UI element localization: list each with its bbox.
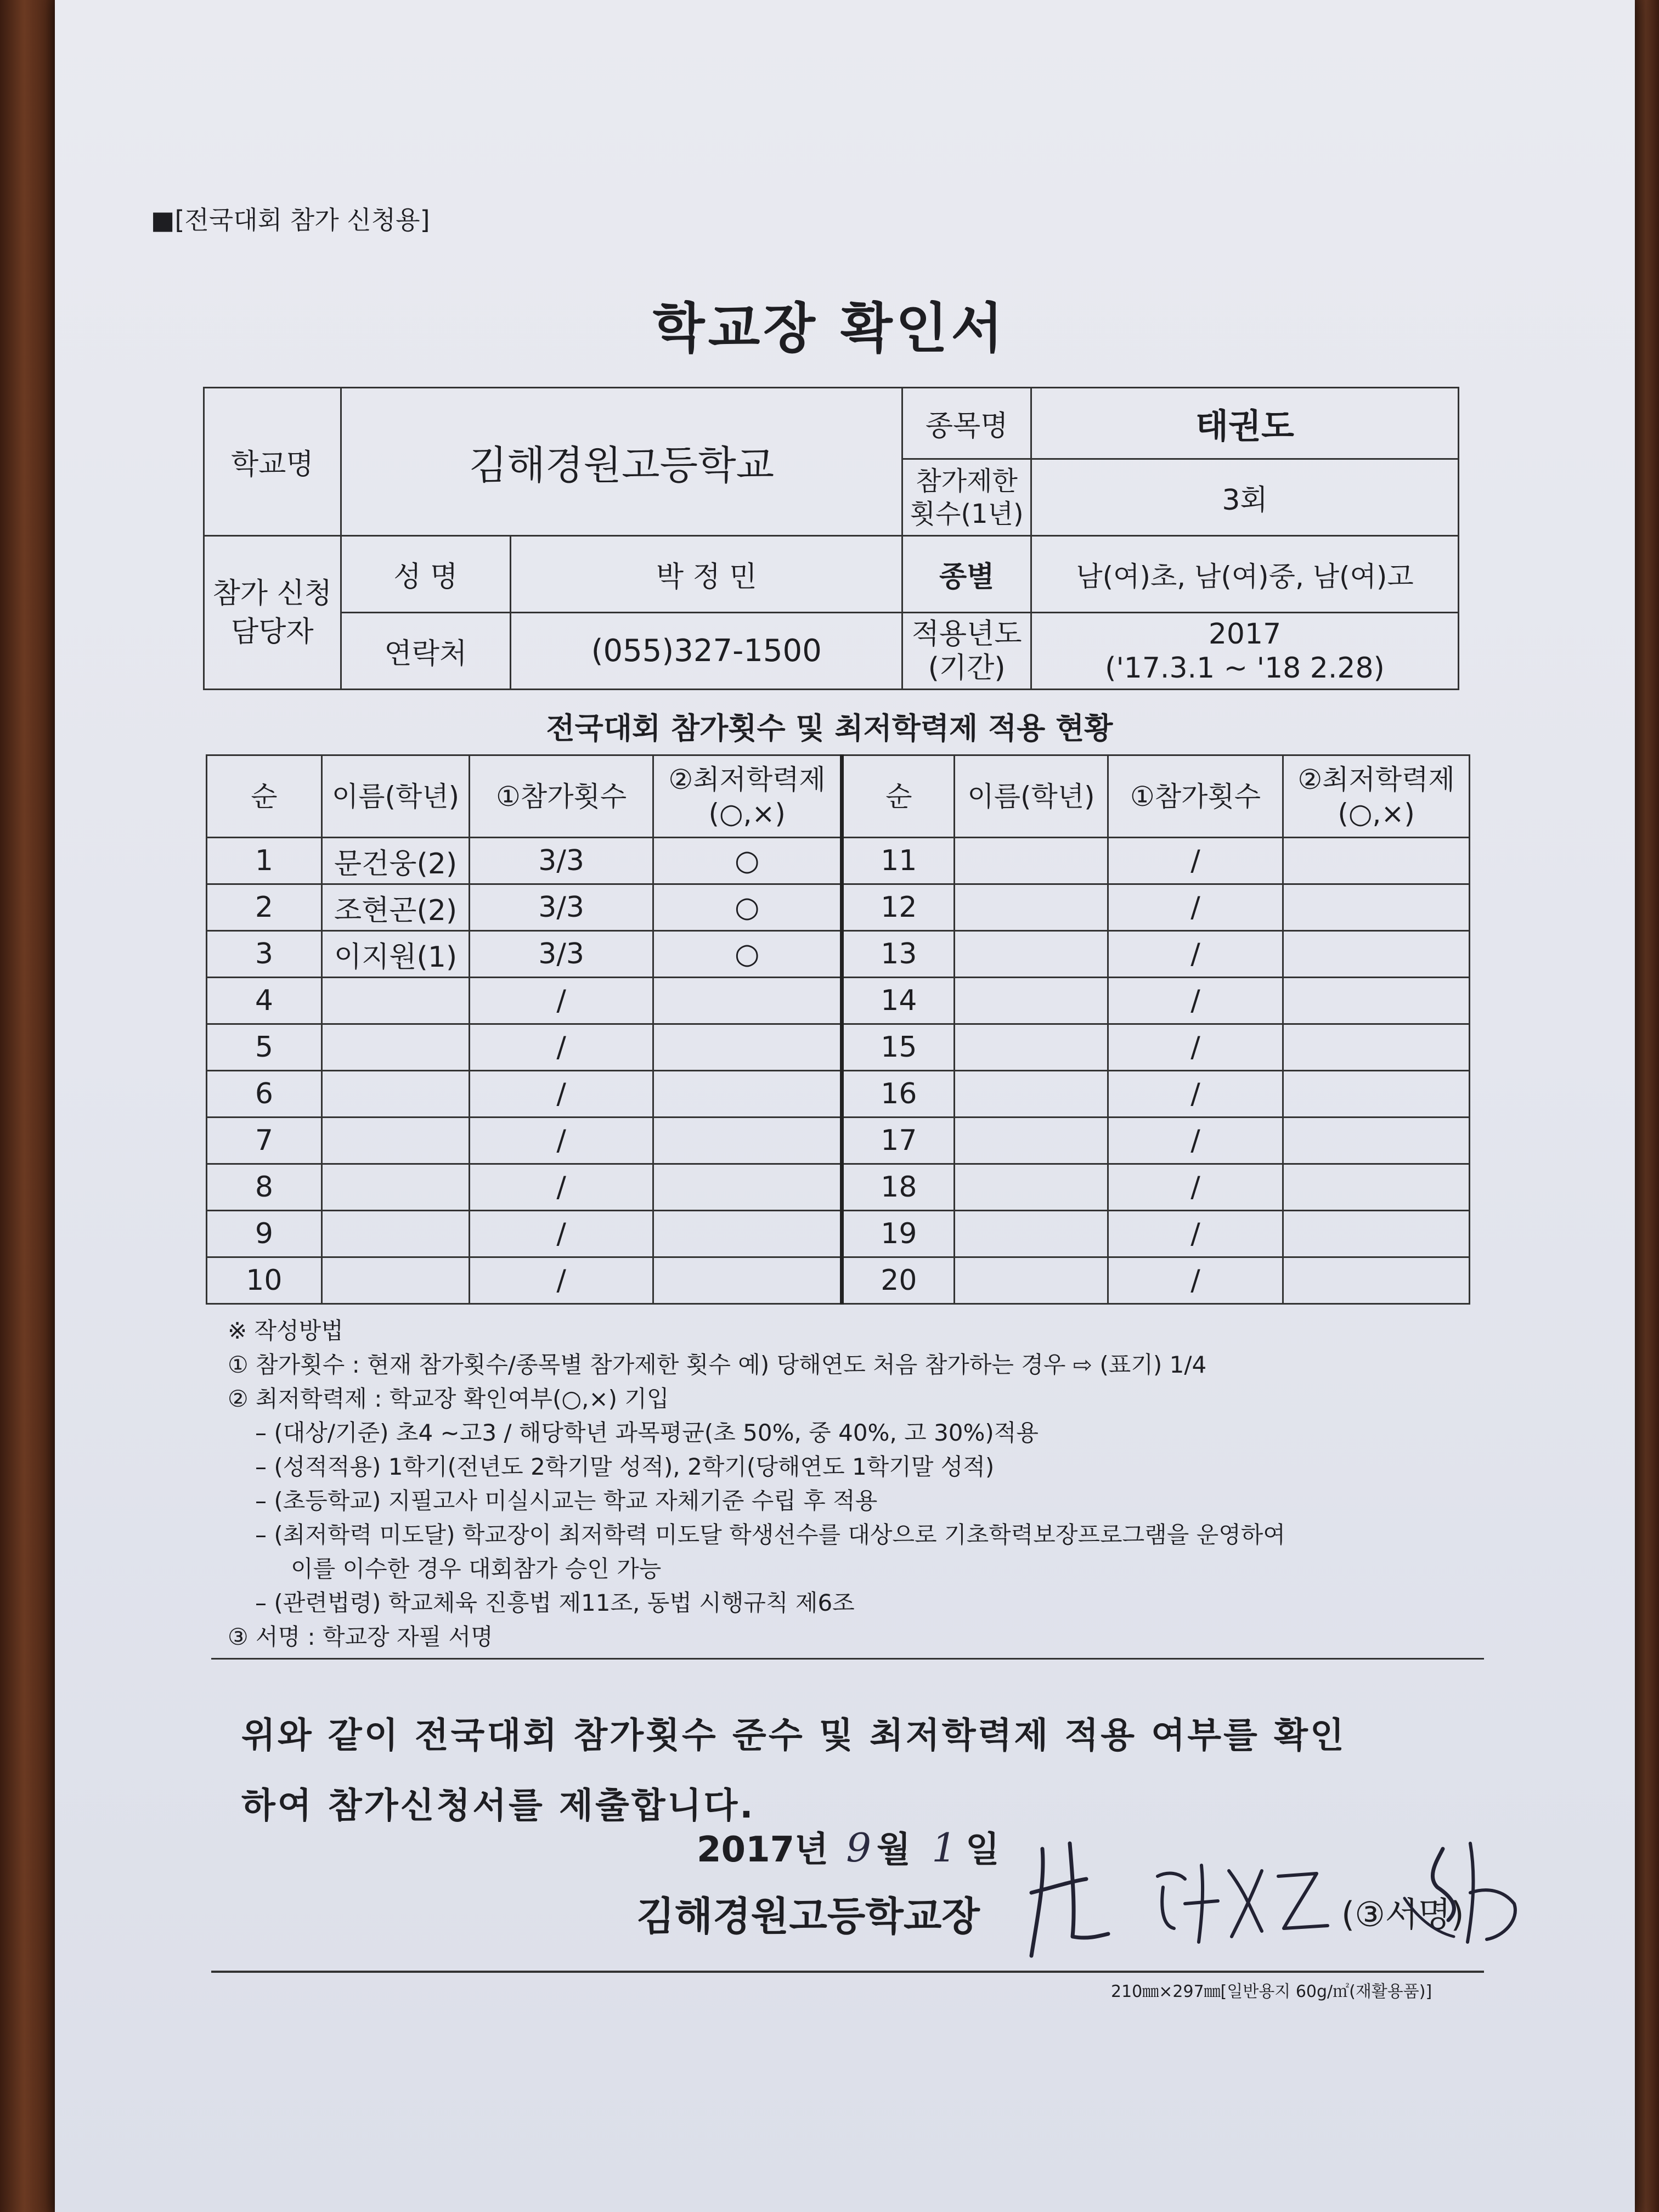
row-number: 6 (207, 1071, 322, 1118)
year-value: 2017 (1208, 617, 1282, 651)
col-header-name: 이름(학년) (321, 755, 470, 838)
row-number: 7 (207, 1118, 322, 1164)
status-header-row (207, 755, 1470, 838)
participation-count: / (1108, 1164, 1283, 1211)
participation-count: / (1108, 978, 1283, 1024)
row-number: 1 (207, 838, 322, 884)
athlete-name: 문건웅(2) (321, 838, 470, 884)
limit-label: 참가제한 횟수(1년) (902, 459, 1031, 536)
row-number: 9 (207, 1211, 322, 1257)
divider-lower (211, 1971, 1484, 1973)
date-month-handwritten: 9 (846, 1825, 872, 1871)
row-number: 5 (207, 1024, 322, 1071)
instructions (228, 1314, 1285, 1654)
name-label: 성 명 (341, 536, 511, 613)
year-label: 적용년도 (기간) (902, 613, 1031, 690)
row-number: 11 (842, 838, 955, 884)
participation-count: / (1108, 1257, 1283, 1304)
athlete-name (955, 1071, 1108, 1118)
col-header-count: ①참가횟수 (1108, 755, 1283, 838)
min-academic-check (1283, 1118, 1470, 1164)
row-number: 20 (842, 1257, 955, 1304)
row-number: 4 (207, 978, 322, 1024)
athlete-name (321, 978, 470, 1024)
athlete-name (321, 1118, 470, 1164)
row-number: 13 (842, 931, 955, 978)
date-day-unit: 일 (965, 1830, 1000, 1870)
min-academic-check (1283, 978, 1470, 1024)
athlete-name (955, 1257, 1108, 1304)
min-academic-check (653, 978, 842, 1024)
athlete-name (955, 838, 1108, 884)
instruction-line: – (최저학력 미도달) 학교장이 최저학력 미도달 학생선수를 대상으로 기초학력보장프로그램을 운영하여 (255, 1521, 1285, 1548)
participation-count: / (470, 1118, 653, 1164)
row-number: 10 (207, 1257, 322, 1304)
participation-count: / (1108, 931, 1283, 978)
school-value: 김해경원고등학교 (341, 388, 902, 536)
participation-count: 3/3 (470, 931, 653, 978)
min-academic-check (1283, 1257, 1470, 1304)
table-row (207, 1024, 1470, 1071)
min-academic-check (1283, 1071, 1470, 1118)
row-number: 8 (207, 1164, 322, 1211)
participation-count: / (470, 1024, 653, 1071)
instruction-line: – (대상/기준) 초4 ~고3 / 해당학년 과목평균(초 50%, 중 40%, 고 30%)적용 (255, 1419, 1039, 1446)
contact-label: 연락처 (341, 613, 511, 690)
instruction-line: – (관련법령) 학교체육 진흥법 제11조, 동법 시행규칙 제6조 (255, 1589, 855, 1616)
col-header-name: 이름(학년) (955, 755, 1108, 838)
instruction-line: – (초등학교) 지필고사 미실시교는 학교 자체기준 수립 후 적용 (255, 1487, 878, 1514)
athlete-name (955, 1118, 1108, 1164)
min-academic-check: ○ (653, 884, 842, 931)
contact-value: (055)327-1500 (511, 613, 902, 690)
row-number: 18 (842, 1164, 955, 1211)
min-academic-check (653, 1257, 842, 1304)
document-title: 학교장 확인서 (652, 297, 1007, 360)
min-academic-check (1283, 1164, 1470, 1211)
name-value: 박 정 민 (511, 536, 902, 613)
min-academic-check (1283, 838, 1470, 884)
athlete-name (955, 978, 1108, 1024)
min-academic-check (1283, 1211, 1470, 1257)
min-academic-check (1283, 884, 1470, 931)
min-academic-check (1283, 931, 1470, 978)
athlete-name: 이지원(1) (321, 931, 470, 978)
participation-count: / (1108, 1071, 1283, 1118)
row-number: 3 (207, 931, 322, 978)
signature-label: (③서명) (1341, 1894, 1464, 1934)
participation-count: 3/3 (470, 884, 653, 931)
col-header-count: ①참가횟수 (470, 755, 653, 838)
status-table-title: 전국대회 참가횟수 및 최저학력제 적용 현황 (546, 711, 1113, 746)
table-row (207, 1211, 1470, 1257)
instruction-line: 이를 이수한 경우 대회참가 승인 가능 (291, 1555, 662, 1582)
athlete-name (955, 1211, 1108, 1257)
instruction-line: ② 최저학력제 : 학교장 확인여부(○,×) 기입 (228, 1385, 669, 1412)
limit-value: 3회 (1031, 459, 1459, 536)
school-label: 학교명 (204, 388, 341, 536)
status-table (206, 754, 1470, 1305)
row-number: 12 (842, 884, 955, 931)
handwritten-signature (1020, 1827, 1547, 1964)
declaration-line: 하여 참가신청서를 제출합니다. (241, 1786, 755, 1826)
athlete-name (955, 1024, 1108, 1071)
table-row (207, 884, 1470, 931)
col-header-min: ②최저학력제 (○,×) (653, 755, 842, 838)
participation-count: / (1108, 838, 1283, 884)
table-row (207, 1257, 1470, 1304)
participation-count: / (470, 1164, 653, 1211)
min-academic-check (653, 1024, 842, 1071)
col-header-no: 순 (842, 755, 955, 838)
row-number: 17 (842, 1118, 955, 1164)
form-type-tag: ■[전국대회 참가 신청용] (151, 205, 430, 235)
col-header-no: 순 (207, 755, 322, 838)
info-table (203, 387, 1459, 690)
table-row (207, 838, 1470, 884)
col-header-min: ②최저학력제 (○,×) (1283, 755, 1470, 838)
declaration (241, 1701, 1346, 1841)
submission-date (697, 1821, 1000, 1872)
category-label: 종별 (902, 536, 1031, 613)
table-row (207, 931, 1470, 978)
manager-label: 참가 신청 담당자 (204, 536, 341, 690)
period-value: ('17.3.1 ~ '18 2.28) (1105, 651, 1385, 685)
date-day-handwritten: 1 (932, 1825, 957, 1871)
min-academic-check (1283, 1024, 1470, 1071)
min-academic-check (653, 1071, 842, 1118)
participation-count: / (1108, 1118, 1283, 1164)
event-label: 종목명 (902, 388, 1031, 459)
min-academic-check (653, 1118, 842, 1164)
table-row (207, 1118, 1470, 1164)
instruction-line: ③ 서명 : 학교장 자필 서명 (228, 1623, 493, 1650)
row-number: 2 (207, 884, 322, 931)
date-year: 2017년 (697, 1830, 828, 1870)
row-number: 15 (842, 1024, 955, 1071)
participation-count: / (470, 1211, 653, 1257)
participation-count: / (1108, 1211, 1283, 1257)
event-value: 태권도 (1031, 388, 1459, 459)
athlete-name (321, 1164, 470, 1211)
row-number: 14 (842, 978, 955, 1024)
athlete-name (321, 1257, 470, 1304)
instruction-line: ① 참가횟수 : 현재 참가횟수/종목별 참가제한 횟수 예) 당해연도 처음 참가하는 경우 ⇨ (표기) 1/4 (228, 1351, 1207, 1378)
declaration-line: 위와 같이 전국대회 참가횟수 준수 및 최저학력제 적용 여부를 확인 (241, 1716, 1346, 1756)
participation-count: / (1108, 1024, 1283, 1071)
table-row (207, 1071, 1470, 1118)
athlete-name (321, 1071, 470, 1118)
min-academic-check (653, 1211, 842, 1257)
min-academic-check: ○ (653, 931, 842, 978)
participation-count: / (470, 1257, 653, 1304)
participation-count: / (470, 978, 653, 1024)
table-row (207, 978, 1470, 1024)
row-number: 16 (842, 1071, 955, 1118)
divider-upper (211, 1658, 1484, 1660)
paper-spec-footer: 210㎜×297㎜[일반용지 60g/㎡(재활용품)] (1111, 1982, 1432, 2001)
principal-title: 김해경원고등학교장 (636, 1893, 980, 1939)
athlete-name (321, 1211, 470, 1257)
table-row (207, 1164, 1470, 1211)
athlete-name (955, 884, 1108, 931)
athlete-name: 조현곤(2) (321, 884, 470, 931)
instruction-line: – (성적적용) 1학기(전년도 2학기말 성적), 2학기(당해연도 1학기말 성적) (255, 1453, 995, 1480)
athlete-name (321, 1024, 470, 1071)
row-number: 19 (842, 1211, 955, 1257)
min-academic-check (653, 1164, 842, 1211)
participation-count: / (470, 1071, 653, 1118)
athlete-name (955, 931, 1108, 978)
participation-count: 3/3 (470, 838, 653, 884)
date-month-unit: 월 (877, 1830, 911, 1870)
athlete-name (955, 1164, 1108, 1211)
participation-count: / (1108, 884, 1283, 931)
category-value: 남(여)초, 남(여)중, 남(여)고 (1031, 536, 1459, 613)
instructions-heading: ※ 작성방법 (228, 1317, 343, 1344)
min-academic-check: ○ (653, 838, 842, 884)
year-cell (1031, 613, 1459, 690)
